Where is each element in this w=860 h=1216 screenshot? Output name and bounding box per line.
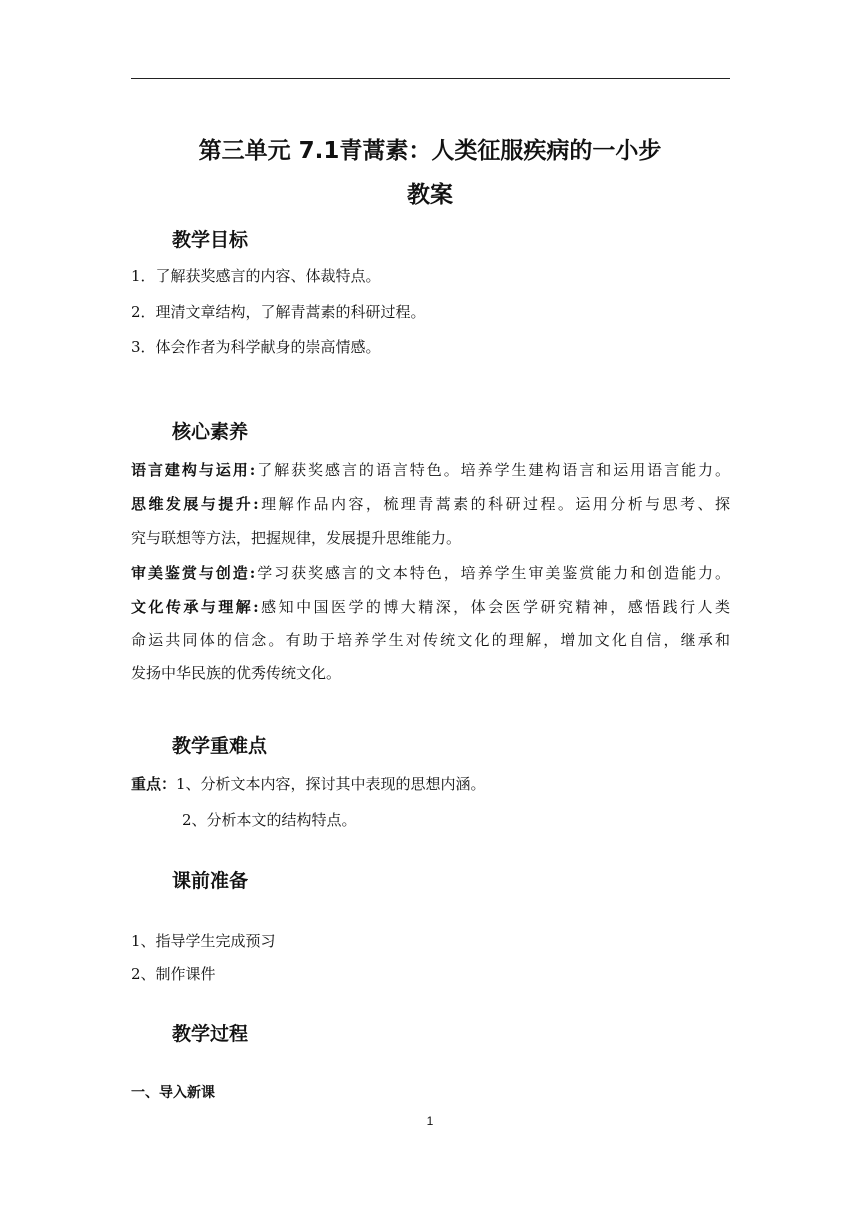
page-number: 1 [426, 1114, 434, 1128]
keypoint-label: 重点： [131, 775, 177, 793]
section-heading-goals: 教学目标 [172, 229, 249, 251]
section-heading-process: 教学过程 [172, 1023, 249, 1045]
literacy-language [131, 459, 730, 481]
literacy-thinking-continued: 究与联想等方法，把握规律，发展提升思维能力。 [131, 529, 462, 547]
header-rule [131, 78, 730, 79]
literacy-aesthetic-text: 学习获奖感言的文本特色，培养学生审美鉴赏能力和创造能力。 [255, 564, 730, 582]
section-heading-keypoints: 教学重难点 [172, 735, 268, 757]
document-title: 第三单元 7.1青蒿素：人类征服疾病的一小步 [198, 138, 662, 164]
keypoint-item-2: 2、分析本文的结构特点。 [182, 811, 357, 829]
keypoint-item-1 [131, 773, 486, 795]
literacy-culture-continued-2: 发扬中华民族的优秀传统文化。 [131, 664, 342, 682]
goal-item-1: 1．了解获奖感言的内容、体裁特点。 [131, 267, 381, 285]
literacy-language-text: 了解获奖感言的语言特色。培养学生建构语言和运用语言能力。 [255, 461, 730, 479]
prep-item-2: 2、制作课件 [131, 965, 216, 983]
literacy-culture-text: 感知中国医学的博大精深，体会医学研究精神，感悟践行人类 [258, 598, 730, 616]
literacy-thinking-label: 思维发展与提升: [131, 495, 259, 513]
section-heading-literacy: 核心素养 [172, 421, 249, 443]
goal-item-2: 2．理清文章结构，了解青蒿素的科研过程。 [131, 303, 426, 321]
keypoint-text-1: 1、分析文本内容，探讨其中表现的思想内涵。 [176, 775, 486, 793]
section-heading-prep: 课前准备 [172, 870, 249, 892]
document-subtitle: 教案 [407, 182, 453, 208]
process-step-1: 一、导入新课 [131, 1085, 215, 1101]
literacy-thinking-text: 理解作品内容，梳理青蒿素的科研过程。运用分析与思考、探 [258, 495, 730, 513]
literacy-culture-label: 文化传承与理解: [131, 598, 259, 616]
literacy-language-label: 语言建构与运用: [131, 461, 256, 479]
literacy-culture [131, 596, 730, 618]
goal-item-3: 3．体会作者为科学献身的崇高情感。 [131, 338, 381, 356]
literacy-thinking [131, 493, 730, 515]
prep-item-1: 1、指导学生完成预习 [131, 932, 276, 950]
literacy-aesthetic [131, 562, 730, 584]
literacy-culture-continued-1: 命运共同体的信念。有助于培养学生对传统文化的理解，增加文化自信，继承和 [131, 631, 730, 649]
literacy-aesthetic-label: 审美鉴赏与创造: [131, 564, 256, 582]
